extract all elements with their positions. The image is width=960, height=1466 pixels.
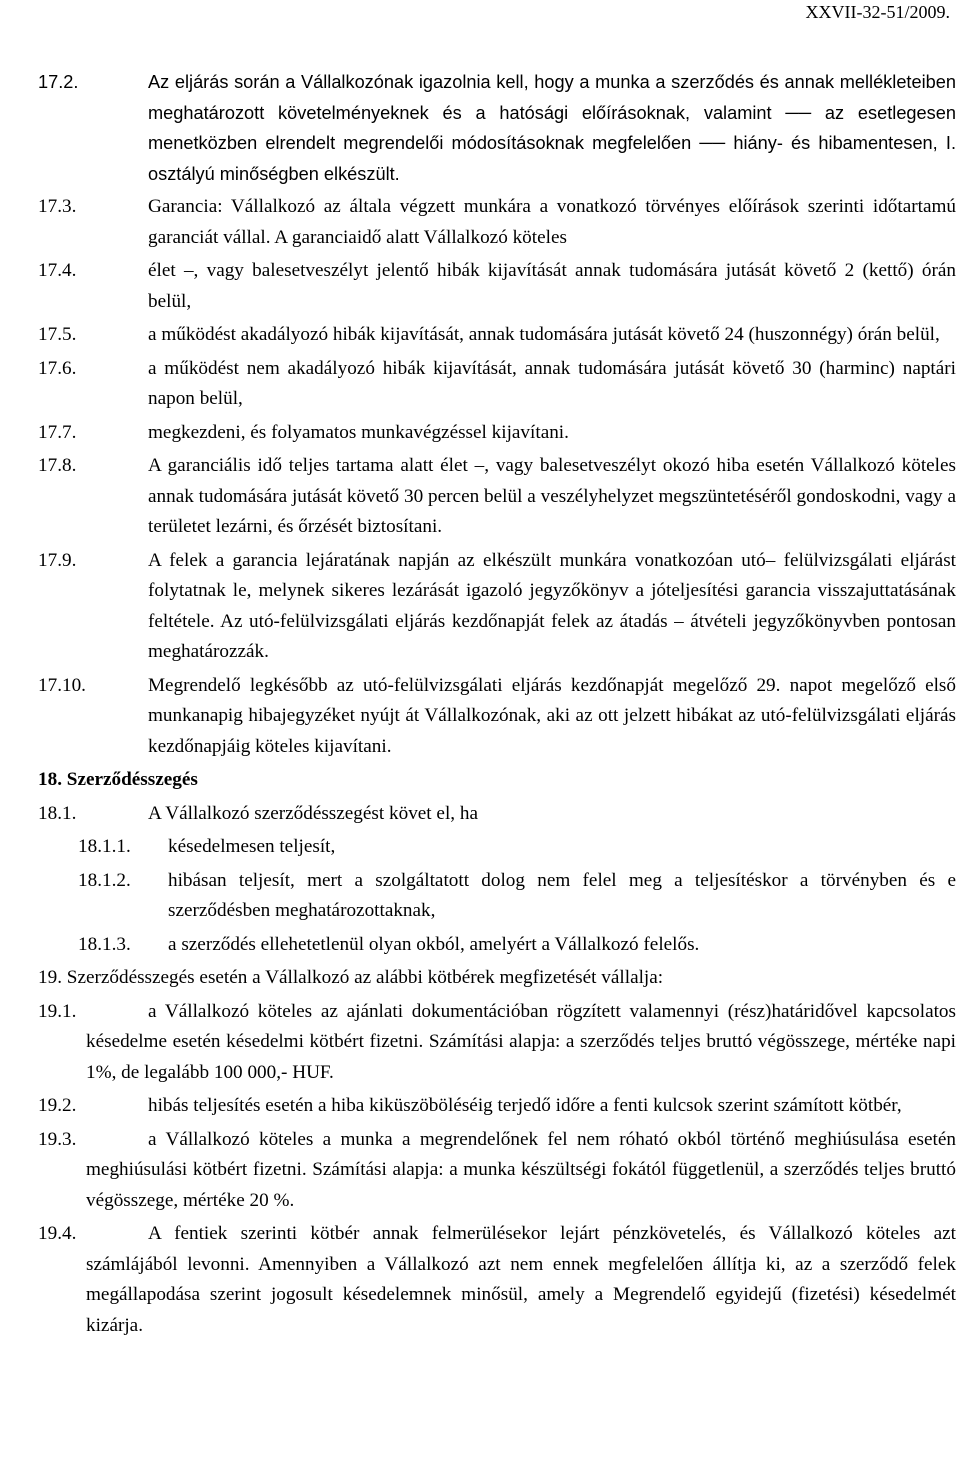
clause-17-9 xyxy=(38,546,956,668)
section-18-title: 18. Szerződésszegés xyxy=(38,769,198,790)
clause-18-1-1 xyxy=(78,832,956,863)
clause-text: A garanciális idő teljes tartama alatt élet –, vagy balesetveszélyt okozó hiba esetén Vállalkozó köteles annak tudomására jutását követő 30 percen belül a veszélyhelyzet megszüntetéséről gondoskodni, vagy a területet lezárni, és őrzését biztosítani. xyxy=(148,455,956,537)
clause-17-7 xyxy=(38,418,956,449)
clause-17-8 xyxy=(38,451,956,543)
clause-text: a működést nem akadályozó hibák kijavítását, annak tudomására jutását követő 30 (harminc) naptári napon belül, xyxy=(148,357,956,409)
clause-number: 19.1. xyxy=(38,1000,77,1022)
clause-text: megkezdeni, és folyamatos munkavégzéssel kijavítani. xyxy=(148,421,569,443)
clause-text: a szerződés ellehetetlenül olyan okból, amelyért a Vállalkozó felelős. xyxy=(168,933,700,955)
clause-19-2 xyxy=(38,1091,956,1122)
clause-text: a működést akadályozó hibák kijavítását, annak tudomására jutását követő 24 (huszonnégy) órán belül, xyxy=(148,324,940,345)
clause-17-5 xyxy=(38,320,956,351)
clause-number: 17.5. xyxy=(38,324,77,345)
clause-number: 17.6. xyxy=(38,357,77,379)
clause-text: késedelmesen teljesít, xyxy=(168,836,336,857)
clause-number: 17.7. xyxy=(38,421,77,443)
clause-number: 19.3. xyxy=(38,1128,77,1150)
clause-17-3 xyxy=(38,192,956,253)
clause-text: hibásan teljesít, mert a szolgáltatott dolog nem felel meg a teljesítéskor a törvényben és e szerződésben meghatározottaknak, xyxy=(168,869,956,921)
clause-number: 19.2. xyxy=(38,1095,77,1116)
clause-number: 17.9. xyxy=(38,549,77,571)
clause-text: a Vállalkozó köteles a munka a megrendelőnek fel nem róható okból történő meghiúsulása esetén meghiúsulási kötbért fizetni. Számítási alapja: a munka készültségi fokától függetlenül, a szerződés teljes bruttó végösszege, mértéke 20 %. xyxy=(86,1128,956,1211)
clause-18-1-2 xyxy=(78,866,956,927)
clause-17-6 xyxy=(38,354,956,415)
clause-19-1 xyxy=(38,997,956,1089)
clause-19-3 xyxy=(38,1125,956,1217)
clause-18-1-3 xyxy=(78,930,956,961)
document-reference: XXVII-32-51/2009. xyxy=(805,2,950,22)
clause-text: Az eljárás során a Vállalkozónak igazolnia kell, hogy a munka a szerződés és annak mellékleteiben meghatározott követelményeknek és a hatósági előírásoknak, valamint ── az esetlegesen menetközben elrendelt megrendelői módosításoknak megfelelően ── hiány- és hibamentesen, I. osztályú minőségben elkészült. xyxy=(148,72,956,184)
clause-text: Megrendelő legkésőbb az utó-felülvizsgálati eljárás kezdőnapját megelőző 29. napot megelőző első munkanapig hibajegyzéket nyújt át Vállalkozónak, aki az ott jelzett hibákat az utó-felülvizsgálati eljárás kezdőnapjáig köteles kijavítani. xyxy=(148,674,956,757)
clause-number: 17.10. xyxy=(38,674,86,696)
clause-17-4 xyxy=(38,256,956,317)
document-body xyxy=(38,67,956,1344)
clause-number: 17.3. xyxy=(38,196,77,217)
clause-17-10 xyxy=(38,671,956,763)
clause-number: 18.1.2. xyxy=(78,869,131,891)
clause-text: hibás teljesítés esetén a hiba kiküszöböléséig terjedő időre a fenti kulcsok szerint számított kötbér, xyxy=(148,1095,902,1116)
clause-number: 18.1. xyxy=(38,802,77,824)
clause-number: 18.1.1. xyxy=(78,836,131,857)
clause-text: élet –, vagy balesetveszélyt jelentő hibák kijavítását annak tudomására jutását követő 2 (kettő) órán belül, xyxy=(148,260,956,312)
clause-number: 17.4. xyxy=(38,260,77,281)
clause-number: 17.2. xyxy=(38,72,79,92)
clause-19-4 xyxy=(38,1219,956,1341)
clause-number: 18.1.3. xyxy=(78,933,131,955)
clause-text: A fentiek szerinti kötbér annak felmerülésekor lejárt pénzkövetelés, és Vállalkozó köteles azt számlájából levonni. Amennyiben a Vállalkozó azt nem ennek megfelelően állítja ki, az a szerződő felek megállapodása szerint jogosult késedelemnek minősül, amely a Megrendelő egyidejű (fizetési) késedelmét kizárja. xyxy=(86,1223,956,1336)
clause-number: 17.8. xyxy=(38,455,77,476)
clause-text: A Vállalkozó szerződésszegést követ el, ha xyxy=(148,802,478,824)
clause-17-2 xyxy=(38,67,956,189)
clause-18-1 xyxy=(38,799,956,830)
section-19-title: 19. Szerződésszegés esetén a Vállalkozó az alábbi kötbérek megfizetését vállalja: xyxy=(38,967,664,988)
clause-text: a Vállalkozó köteles az ajánlati dokumentációban rögzített valamennyi (rész)határidővel kapcsolatos késedelme esetén késedelmi kötbért fizetni. Számítási alapja: a szerződés teljes bruttó végösszege, mértéke napi 1%, de legalább 100 000,- HUF. xyxy=(86,1000,956,1083)
clause-text: Garancia: Vállalkozó az általa végzett munkára a vonatkozó törvényes előírások szerinti időtartamú garanciát vállal. A garanciaidő alatt Vállalkozó köteles xyxy=(148,196,956,248)
clause-text: A felek a garancia lejáratának napján az elkészült munkára vonatkozóan utó– felülvizsgálati eljárást folytatnak le, melynek sikeres lezárását igazoló jegyzőkönyv a jóteljesítési garancia visszajuttatásának feltétele. Az utó-felülvizsgálati eljárás kezdőnapját felek az átadás – átvételi jegyzőkönyvben pontosan meghatározzák. xyxy=(148,549,956,662)
clause-number: 19.4. xyxy=(38,1223,77,1244)
